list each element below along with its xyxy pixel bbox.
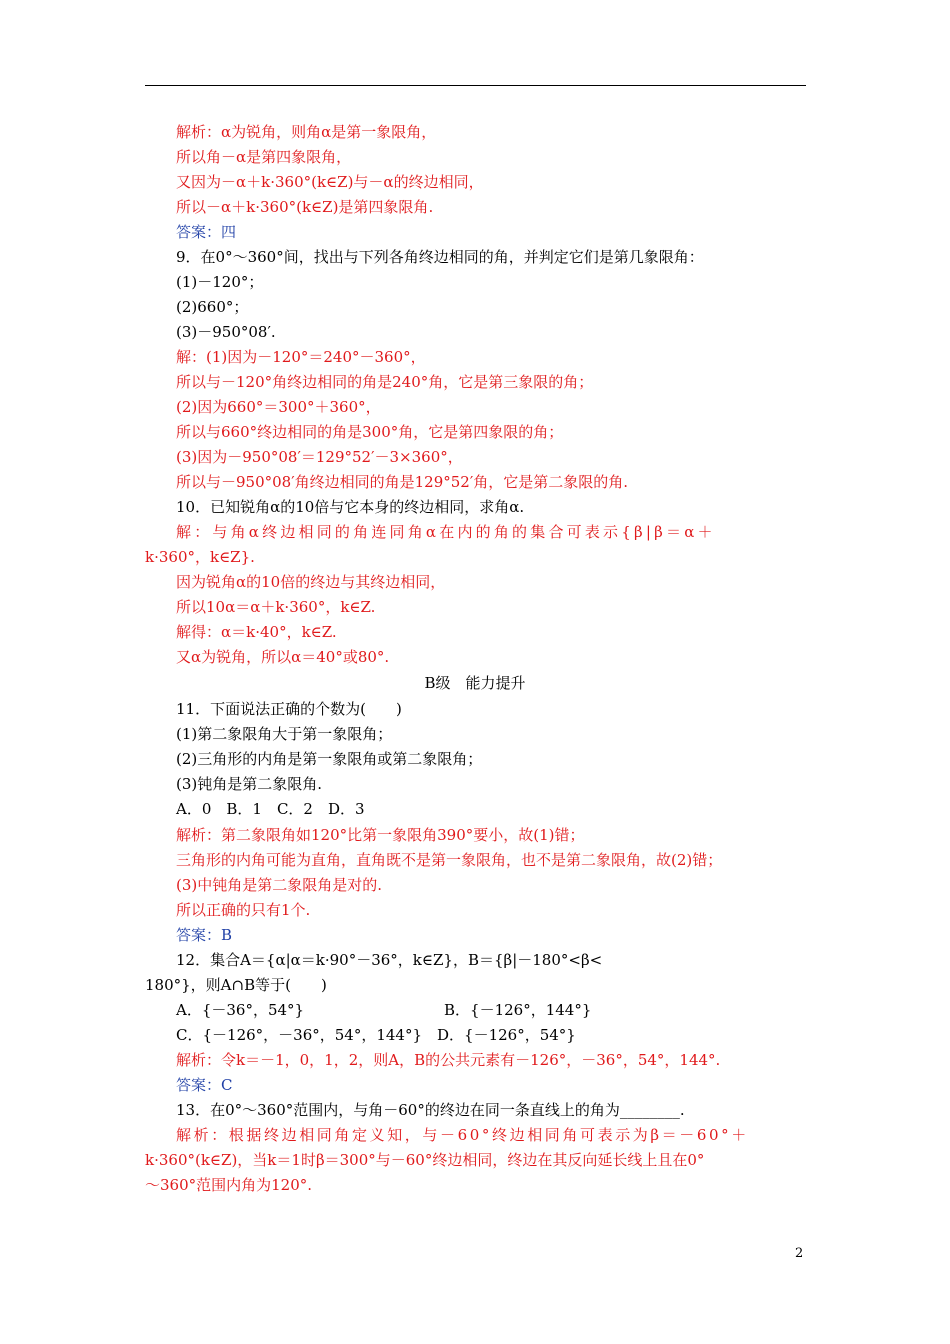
answer-line: 答案：C (176, 1076, 233, 1094)
text-line: (3)因为－950°08′＝129°52′－3×360°， (176, 448, 463, 466)
text-line: 所以角－α是第四象限角， (176, 148, 352, 166)
question-10: 10．已知锐角α的10倍与它本身的终边相同，求角α. (176, 498, 525, 516)
text-line: 三角形的内角可能为直角，直角既不是第一象限角，也不是第二象限角，故(2)错； (176, 851, 723, 869)
text-line: (3)中钝角是第二象限角是对的. (176, 876, 383, 894)
text-line: 因为锐角α的10倍的终边与其终边相同， (176, 573, 446, 591)
question-9: 9．在0°～360°间，找出与下列各角终边相同的角，并判定它们是第几象限角： (176, 248, 704, 266)
text-line: 解：(1)因为－120°＝240°－360°， (176, 348, 426, 366)
options-line: C．{－126°，－36°，54°，144°} D．{－126°，54°} (176, 1026, 576, 1044)
text-line: 解析：第二象限角如120°比第一象限角390°要小，故(1)错； (176, 826, 585, 844)
text-line: (3)钝角是第二象限角. (176, 775, 323, 793)
option-b: B．{－126°，144°} (444, 1001, 592, 1019)
text-line: (2)三角形的内角是第一象限角或第二象限角； (176, 750, 483, 768)
text-line: 所以与－120°角终边相同的角是240°角，它是第三象限的角； (176, 373, 594, 391)
text-line: 所以与－950°08′角终边相同的角是129°52′角，它是第二象限的角. (176, 473, 629, 491)
text-line: 180°}，则A∩B等于( ) (145, 976, 327, 994)
answer-line: 答案：四 (176, 223, 237, 241)
text-line: (2)660°； (176, 298, 249, 316)
options-line: A．0 B．1 C．2 D．3 (176, 800, 365, 818)
header-rule (145, 85, 806, 86)
text-line: 又因为－α＋k·360°(k∈Z)与－α的终边相同， (176, 173, 484, 191)
text-line: (1)第二象限角大于第一象限角； (176, 725, 393, 743)
question-11: 11．下面说法正确的个数为( ) (176, 700, 402, 718)
question-12: 12．集合A＝{α|α＝k·90°－36°，k∈Z}，B＝{β|－180°<β< (176, 951, 603, 969)
text-line: 所以正确的只有1个. (176, 901, 311, 919)
text-line: 解：与角α终边相同的角连同角α在内的角的集合可表示{β|β＝α＋ (176, 523, 716, 541)
text-line: k·360°(k∈Z)，当k＝1时β＝300°与－60°终边相同，终边在其反向延长线上且在0° (145, 1151, 705, 1169)
text-line: 所以10α＝α＋k·360°，k∈Z. (176, 598, 376, 616)
text-line: 解得：α＝k·40°，k∈Z. (176, 623, 337, 641)
section-heading: B级 能力提升 (424, 674, 526, 692)
text-line: 解析：根据终边相同角定义知，与－60°终边相同角可表示为β＝－60°＋ (176, 1126, 749, 1144)
option-a: A．{－36°，54°} (176, 1001, 305, 1019)
text-line: 解析：令k＝－1，0，1，2，则A，B的公共元素有－126°，－36°，54°，144°. (176, 1051, 721, 1069)
text-line: (3)－950°08′. (176, 323, 276, 341)
text-line: 所以与660°终边相同的角是300°角，它是第四象限的角； (176, 423, 564, 441)
text-line: 解析：α为锐角，则角α是第一象限角， (176, 123, 437, 141)
text-line: (1)－120°； (176, 273, 264, 291)
answer-line: 答案：B (176, 926, 233, 944)
question-13: 13．在0°～360°范围内，与角－60°的终边在同一条直线上的角为________. (176, 1101, 685, 1119)
page-number: 2 (795, 1246, 804, 1261)
text-line: 所以－α＋k·360°(k∈Z)是第四象限角. (176, 198, 434, 216)
text-line: k·360°，k∈Z}. (145, 548, 255, 566)
text-line: 又α为锐角，所以α＝40°或80°. (176, 648, 390, 666)
text-line: (2)因为660°＝300°＋360°， (176, 398, 381, 416)
text-line: ～360°范围内角为120°. (145, 1176, 313, 1194)
